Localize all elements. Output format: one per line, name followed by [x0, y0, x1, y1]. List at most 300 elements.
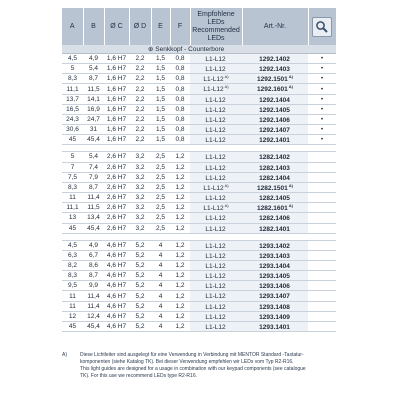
table-row: [62, 223, 336, 233]
cell-oc: 4,6 H7: [104, 271, 129, 281]
cell-f: 1,2: [170, 182, 190, 192]
footnote-line: Diese Lichtleiter sind ausgelegt für eine Verwendung in Verbindung mit MENTOR Standard -Tastatur-: [80, 352, 304, 358]
art-no-value: 1293.1403: [259, 252, 290, 260]
cell-f: 0,8: [170, 135, 190, 145]
cell-b: 8,7: [83, 182, 104, 192]
cell-art-no: [242, 104, 308, 114]
cell-od: 5,2: [129, 281, 151, 291]
col-header-e: E: [151, 8, 170, 45]
led-value: L1-L12: [205, 303, 226, 311]
table-row: [62, 250, 336, 260]
cell-e: 4: [151, 321, 170, 331]
table-body: [62, 45, 336, 332]
art-footnote-ref: A): [288, 84, 293, 90]
cell-led: [190, 135, 242, 145]
cell-b: 8,7: [83, 74, 104, 84]
cell-a: 8,3: [62, 271, 83, 281]
cell-f: 0,8: [170, 114, 190, 124]
search-icon[interactable]: [312, 17, 332, 37]
cell-art-no: [242, 250, 308, 260]
led-value: L1-L12: [205, 313, 226, 321]
cell-availability: [308, 182, 336, 192]
cell-b: 16,9: [83, 104, 104, 114]
cell-e: 2,5: [151, 223, 170, 233]
cell-e: 4: [151, 281, 170, 291]
cell-f: 0,8: [170, 104, 190, 114]
cell-e: 1,5: [151, 135, 170, 145]
led-value: L1-L12: [205, 56, 226, 64]
cell-a: 16,5: [62, 104, 83, 114]
cell-led: [190, 54, 242, 64]
footnote-line: TK). For this use we recommend LEDs type R2-R16.: [80, 373, 197, 379]
art-no-value: 1282.1402: [259, 154, 290, 162]
cell-f: 1,2: [170, 193, 190, 203]
cell-b: 7,9: [83, 172, 104, 182]
cell-art-no: [242, 64, 308, 74]
cell-oc: 2,6 H7: [104, 152, 129, 162]
cell-b: 4,9: [83, 54, 104, 64]
table-row: [62, 104, 336, 114]
cell-od: 5,2: [129, 271, 151, 281]
cell-e: 2,5: [151, 203, 170, 213]
led-value: L1-L12: [203, 86, 224, 94]
art-no-value: 1293.1406: [259, 283, 290, 291]
cell-availability: [308, 203, 336, 213]
cell-art-no: [242, 182, 308, 192]
cell-a: 6,3: [62, 250, 83, 260]
led-value: L1-L12: [205, 164, 226, 172]
led-value: L1-L12: [205, 273, 226, 281]
cell-oc: 1,6 H7: [104, 114, 129, 124]
cell-availability: [308, 250, 336, 260]
cell-led: [190, 240, 242, 250]
cell-b: 11,4: [83, 193, 104, 203]
cell-f: 1,2: [170, 152, 190, 162]
col-header-art: Art.-Nr.: [242, 8, 308, 45]
cell-led: [190, 64, 242, 74]
cell-led: [190, 94, 242, 104]
cell-f: 1,2: [170, 172, 190, 182]
led-value: L1-L12: [205, 215, 226, 223]
footnote-text: [80, 352, 362, 380]
cell-a: 11,1: [62, 84, 83, 94]
cell-oc: 1,6 H7: [104, 125, 129, 135]
led-value: L1-L12: [205, 127, 226, 135]
cell-availability: [308, 223, 336, 233]
cell-oc: 2,6 H7: [104, 172, 129, 182]
cell-a: 45: [62, 321, 83, 331]
cell-f: 1,2: [170, 271, 190, 281]
art-no-value: 1292.1407: [259, 127, 290, 135]
cell-od: 2,2: [129, 54, 151, 64]
col-header-leds: [190, 8, 242, 45]
led-value: L1-L12: [205, 324, 226, 332]
cell-a: 24,3: [62, 114, 83, 124]
cell-oc: 2,6 H7: [104, 223, 129, 233]
cell-b: 7,4: [83, 162, 104, 172]
cell-e: 2,5: [151, 193, 170, 203]
cell-led: [190, 223, 242, 233]
cell-oc: 2,6 H7: [104, 213, 129, 223]
cell-led: [190, 74, 242, 84]
cell-od: 3,2: [129, 182, 151, 192]
cell-oc: 1,6 H7: [104, 135, 129, 145]
cell-art-no: [242, 135, 308, 145]
cell-led: [190, 281, 242, 291]
cell-availability: [308, 84, 336, 94]
art-no-value: 1282.1401: [259, 225, 290, 233]
cell-art-no: [242, 74, 308, 84]
cell-f: 1,2: [170, 291, 190, 301]
led-footnote-ref: A): [224, 84, 229, 90]
led-value: L1-L12: [205, 96, 226, 104]
led-value: L1-L12: [203, 76, 224, 84]
cell-art-no: [242, 321, 308, 331]
cell-b: 8,6: [83, 260, 104, 270]
cell-a: 45: [62, 135, 83, 145]
table-row: [62, 152, 336, 162]
art-no-value: 1292.1404: [259, 96, 290, 104]
led-footnote-ref: A): [224, 182, 229, 188]
cell-art-no: [242, 311, 308, 321]
cell-art-no: [242, 125, 308, 135]
cell-f: 1,2: [170, 162, 190, 172]
cell-a: 11: [62, 193, 83, 203]
table-row: [62, 125, 336, 135]
table-row: [62, 114, 336, 124]
cell-b: 5,4: [83, 152, 104, 162]
led-value: L1-L12: [205, 293, 226, 301]
cell-b: 6,7: [83, 250, 104, 260]
table-row: [62, 301, 336, 311]
led-value: L1-L12: [205, 117, 226, 125]
cell-oc: 2,6 H7: [104, 162, 129, 172]
cell-b: 31: [83, 125, 104, 135]
cell-f: 1,2: [170, 203, 190, 213]
cell-od: 5,2: [129, 311, 151, 321]
cell-led: [190, 104, 242, 114]
table-row: [62, 311, 336, 321]
cell-oc: 1,6 H7: [104, 54, 129, 64]
cell-availability: [308, 260, 336, 270]
cell-od: 2,2: [129, 104, 151, 114]
led-value: L1-L12: [203, 205, 224, 213]
cell-od: 5,2: [129, 250, 151, 260]
cell-f: 1,2: [170, 250, 190, 260]
availability-dot-icon: •: [320, 105, 324, 113]
table-header: [62, 8, 336, 45]
footnote-line: This light guides are designed for a usage in combination with our keypad components (see catalogue: [80, 366, 306, 372]
cell-art-no: [242, 291, 308, 301]
art-no-value: 1293.1407: [259, 293, 290, 301]
cell-availability: [308, 291, 336, 301]
col-header-leds-de: Empfohlene LEDs: [197, 10, 235, 26]
cell-od: 3,2: [129, 172, 151, 182]
cell-od: 3,2: [129, 203, 151, 213]
cell-art-no: [242, 94, 308, 104]
cell-art-no: [242, 54, 308, 64]
cell-f: 1,2: [170, 321, 190, 331]
cell-led: [190, 203, 242, 213]
cell-oc: 4,6 H7: [104, 250, 129, 260]
cell-od: 2,2: [129, 125, 151, 135]
table-row: [62, 162, 336, 172]
cell-oc: 4,6 H7: [104, 240, 129, 250]
cell-b: 24,7: [83, 114, 104, 124]
cell-a: 13,7: [62, 94, 83, 104]
cell-a: 4,5: [62, 240, 83, 250]
art-no-value: 1292.1501: [257, 76, 288, 84]
cell-od: 5,2: [129, 260, 151, 270]
cell-a: 8,2: [62, 260, 83, 270]
cell-a: 11: [62, 291, 83, 301]
cell-led: [190, 182, 242, 192]
led-value: L1-L12: [205, 195, 226, 203]
cell-od: 2,2: [129, 114, 151, 124]
cell-a: 8,3: [62, 182, 83, 192]
cell-e: 4: [151, 291, 170, 301]
cell-b: 11,5: [83, 84, 104, 94]
cell-led: [190, 193, 242, 203]
cell-led: [190, 301, 242, 311]
art-no-value: 1292.1401: [259, 137, 290, 145]
cell-a: 7,5: [62, 172, 83, 182]
cell-od: 3,2: [129, 152, 151, 162]
footnote-mark: A): [62, 352, 67, 358]
cell-led: [190, 114, 242, 124]
availability-dot-icon: •: [320, 116, 324, 124]
cell-oc: 4,6 H7: [104, 321, 129, 331]
led-value: L1-L12: [205, 154, 226, 162]
cell-art-no: [242, 114, 308, 124]
cell-a: 11: [62, 301, 83, 311]
cell-od: 2,2: [129, 74, 151, 84]
col-header-a: A: [62, 8, 83, 45]
cell-availability: [308, 114, 336, 124]
cell-oc: 4,6 H7: [104, 291, 129, 301]
cell-b: 8,7: [83, 271, 104, 281]
table-row: [62, 135, 336, 145]
cell-b: 12,4: [83, 311, 104, 321]
led-value: L1-L12: [203, 185, 224, 193]
table-row: [62, 172, 336, 182]
table-row: [62, 193, 336, 203]
cell-b: 11,4: [83, 301, 104, 311]
col-header-search: [308, 8, 336, 45]
cell-availability: [308, 271, 336, 281]
table-row: [62, 84, 336, 94]
cell-availability: [308, 162, 336, 172]
cell-a: 5: [62, 64, 83, 74]
table-row: [62, 64, 336, 74]
cell-a: 7: [62, 162, 83, 172]
cell-f: 1,2: [170, 240, 190, 250]
led-value: L1-L12: [205, 263, 226, 271]
cell-availability: [308, 172, 336, 182]
cell-e: 1,5: [151, 74, 170, 84]
cell-availability: [308, 104, 336, 114]
cell-oc: 2,6 H7: [104, 193, 129, 203]
table-row: [62, 203, 336, 213]
cell-oc: 1,6 H7: [104, 84, 129, 94]
cell-e: 2,5: [151, 182, 170, 192]
cell-a: 9,5: [62, 281, 83, 291]
cell-e: 1,5: [151, 104, 170, 114]
art-footnote-ref: A): [288, 203, 293, 209]
cell-e: 1,5: [151, 94, 170, 104]
cell-a: 4,5: [62, 54, 83, 64]
cell-b: 11,4: [83, 291, 104, 301]
cell-led: [190, 84, 242, 94]
cell-led: [190, 125, 242, 135]
availability-dot-icon: •: [320, 85, 324, 93]
table-row: [62, 321, 336, 331]
cell-e: 2,5: [151, 213, 170, 223]
art-no-value: 1292.1402: [259, 56, 290, 64]
art-footnote-ref: A): [288, 74, 293, 80]
section-label: Senkkopf - Counterbore: [155, 46, 225, 53]
cell-f: 1,2: [170, 301, 190, 311]
cell-led: [190, 250, 242, 260]
cell-f: 0,8: [170, 64, 190, 74]
led-footnote-ref: A): [224, 74, 229, 80]
art-no-value: 1293.1409: [259, 313, 290, 321]
cell-art-no: [242, 84, 308, 94]
cell-availability: [308, 281, 336, 291]
art-no-value: 1293.1402: [259, 242, 290, 250]
cell-b: 9,9: [83, 281, 104, 291]
countersink-icon: ⊕: [148, 46, 154, 53]
cell-availability: [308, 74, 336, 84]
cell-f: 1,2: [170, 260, 190, 270]
cell-e: 1,5: [151, 84, 170, 94]
cell-f: 0,8: [170, 125, 190, 135]
cell-od: 3,2: [129, 162, 151, 172]
cell-art-no: [242, 281, 308, 291]
group-separator: [62, 145, 336, 152]
art-no-value: 1282.1406: [259, 215, 290, 223]
cell-b: 4,9: [83, 240, 104, 250]
cell-a: 45: [62, 223, 83, 233]
cell-a: 12: [62, 311, 83, 321]
cell-availability: [308, 193, 336, 203]
availability-dot-icon: •: [320, 55, 324, 63]
table-row: [62, 213, 336, 223]
led-footnote-ref: A): [224, 203, 229, 209]
cell-availability: [308, 125, 336, 135]
cell-e: 4: [151, 260, 170, 270]
cell-od: 2,2: [129, 84, 151, 94]
cell-f: 1,2: [170, 311, 190, 321]
table-row: [62, 281, 336, 291]
led-value: L1-L12: [205, 66, 226, 74]
cell-e: 4: [151, 301, 170, 311]
col-header-f: F: [170, 8, 190, 45]
art-no-value: 1292.1403: [259, 66, 290, 74]
cell-art-no: [242, 172, 308, 182]
led-value: L1-L12: [205, 242, 226, 250]
cell-f: 0,8: [170, 74, 190, 84]
cell-b: 45,4: [83, 321, 104, 331]
cell-art-no: [242, 193, 308, 203]
col-header-od: Ø D: [129, 8, 151, 45]
cell-art-no: [242, 223, 308, 233]
cell-availability: [308, 54, 336, 64]
art-no-value: 1293.1405: [259, 273, 290, 281]
led-value: L1-L12: [205, 283, 226, 291]
table-row: [62, 240, 336, 250]
cell-led: [190, 260, 242, 270]
cell-b: 11,5: [83, 203, 104, 213]
led-value: L1-L12: [205, 252, 226, 260]
cell-art-no: [242, 162, 308, 172]
cell-od: 5,2: [129, 321, 151, 331]
cell-oc: 4,6 H7: [104, 311, 129, 321]
art-no-value: 1292.1406: [259, 117, 290, 125]
cell-led: [190, 213, 242, 223]
cell-e: 1,5: [151, 125, 170, 135]
cell-led: [190, 152, 242, 162]
art-no-value: 1293.1401: [259, 324, 290, 332]
cell-led: [190, 172, 242, 182]
cell-e: 4: [151, 250, 170, 260]
cell-e: 1,5: [151, 54, 170, 64]
col-header-oc: Ø C: [104, 8, 129, 45]
cell-availability: [308, 321, 336, 331]
cell-e: 2,5: [151, 152, 170, 162]
col-header-b: B: [83, 8, 104, 45]
cell-availability: [308, 213, 336, 223]
art-no-value: 1292.1405: [259, 106, 290, 114]
cell-f: 1,2: [170, 223, 190, 233]
cell-b: 13,4: [83, 213, 104, 223]
led-value: L1-L12: [205, 225, 226, 233]
cell-od: 2,2: [129, 135, 151, 145]
led-value: L1-L12: [205, 174, 226, 182]
led-value: L1-L12: [205, 137, 226, 145]
cell-b: 45,4: [83, 135, 104, 145]
cell-oc: 1,6 H7: [104, 94, 129, 104]
cell-e: 1,5: [151, 64, 170, 74]
table-row: [62, 260, 336, 270]
art-no-value: 1282.1501: [257, 185, 288, 193]
cell-led: [190, 291, 242, 301]
table-row: [62, 74, 336, 84]
cell-a: 8,3: [62, 74, 83, 84]
art-no-value: 1293.1404: [259, 263, 290, 271]
art-footnote-ref: A): [288, 182, 293, 188]
cell-f: 1,2: [170, 213, 190, 223]
section-row: [62, 45, 336, 54]
cell-availability: [308, 135, 336, 145]
cell-art-no: [242, 240, 308, 250]
cell-availability: [308, 301, 336, 311]
cell-art-no: [242, 213, 308, 223]
cell-art-no: [242, 152, 308, 162]
cell-art-no: [242, 260, 308, 270]
cell-f: 1,2: [170, 281, 190, 291]
table-row: [62, 54, 336, 64]
cell-e: 4: [151, 311, 170, 321]
cell-od: 3,2: [129, 223, 151, 233]
cell-e: 1,5: [151, 114, 170, 124]
cell-availability: [308, 311, 336, 321]
cell-oc: 2,6 H7: [104, 182, 129, 192]
cell-a: 30,6: [62, 125, 83, 135]
footnote: [62, 352, 362, 380]
availability-dot-icon: •: [320, 95, 324, 103]
cell-led: [190, 162, 242, 172]
